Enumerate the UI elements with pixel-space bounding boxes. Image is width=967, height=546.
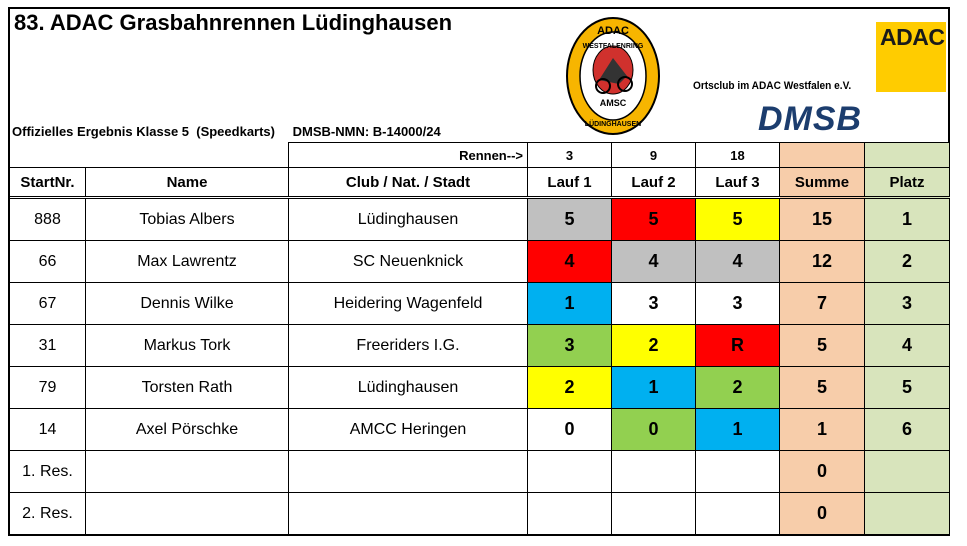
platz-cell — [865, 493, 950, 535]
table-row — [10, 325, 950, 367]
name-cell — [86, 451, 289, 493]
name-cell: Max Lawrentz — [86, 241, 289, 283]
startnr-cell: 888 — [10, 198, 86, 241]
column-header: Name — [86, 168, 289, 198]
class-label: Offizielles Ergebnis Klasse 5 (Speedkarts) — [12, 124, 275, 139]
startnr-cell: 14 — [10, 409, 86, 451]
results-subtitle — [12, 124, 441, 139]
lauf-1-cell: 3 — [528, 325, 612, 367]
lauf-3-cell: 4 — [696, 241, 780, 283]
lauf-2-cell: 1 — [612, 367, 696, 409]
summe-header-spacer — [780, 143, 865, 168]
startnr-cell: 2. Res. — [10, 493, 86, 535]
platz-cell: 4 — [865, 325, 950, 367]
lauf-3-cell: 1 — [696, 409, 780, 451]
amsc-logo-ring-text: WESTFALENRING — [582, 43, 644, 50]
table-row — [10, 283, 950, 325]
column-header: Club / Nat. / Stadt — [289, 168, 528, 198]
lauf-3-cell: 5 — [696, 198, 780, 241]
summe-cell: 12 — [780, 241, 865, 283]
lauf-3-cell — [696, 493, 780, 535]
rennen-number: 3 — [528, 143, 612, 168]
summe-cell: 5 — [780, 325, 865, 367]
startnr-cell: 79 — [10, 367, 86, 409]
lauf-3-cell: R — [696, 325, 780, 367]
lauf-2-cell: 2 — [612, 325, 696, 367]
name-cell: Markus Tork — [86, 325, 289, 367]
adac-logo-icon — [876, 22, 946, 92]
summe-cell: 15 — [780, 198, 865, 241]
startnr-cell: 31 — [10, 325, 86, 367]
summe-cell: 7 — [780, 283, 865, 325]
page-title: 83. ADAC Grasbahnrennen Lüdinghausen — [14, 10, 453, 35]
startnr-cell: 67 — [10, 283, 86, 325]
column-header: Lauf 2 — [612, 168, 696, 198]
lauf-1-cell: 1 — [528, 283, 612, 325]
platz-cell — [865, 451, 950, 493]
club-cell: SC Neuenknick — [289, 241, 528, 283]
amsc-logo-top-text: ADAC — [597, 25, 629, 37]
club-cell — [289, 493, 528, 535]
platz-cell: 1 — [865, 198, 950, 241]
platz-cell: 5 — [865, 367, 950, 409]
club-cell: Lüdinghausen — [289, 198, 528, 241]
rennen-number: 18 — [696, 143, 780, 168]
dmsb-logo-icon: DMSB — [758, 100, 863, 138]
column-header: StartNr. — [10, 168, 86, 198]
name-cell — [86, 493, 289, 535]
lauf-3-cell — [696, 451, 780, 493]
startnr-cell: 66 — [10, 241, 86, 283]
lauf-1-cell: 2 — [528, 367, 612, 409]
rennen-row — [10, 143, 950, 168]
blank-cell — [86, 143, 289, 168]
lauf-2-cell — [612, 451, 696, 493]
table-row — [10, 409, 950, 451]
amsc-logo-bottom-text: LÜDINGHAUSEN — [584, 121, 642, 128]
platz-cell: 3 — [865, 283, 950, 325]
rennen-number: 9 — [612, 143, 696, 168]
table-row — [10, 241, 950, 283]
lauf-3-cell: 3 — [696, 283, 780, 325]
results-table — [9, 142, 950, 535]
column-header: Platz — [865, 168, 950, 198]
club-cell — [289, 451, 528, 493]
club-cell: Heidering Wagenfeld — [289, 283, 528, 325]
club-cell: Lüdinghausen — [289, 367, 528, 409]
table-row — [10, 493, 950, 535]
startnr-cell: 1. Res. — [10, 451, 86, 493]
club-cell: Freeriders I.G. — [289, 325, 528, 367]
lauf-3-cell: 2 — [696, 367, 780, 409]
summe-cell: 5 — [780, 367, 865, 409]
dmsb-nmn-label: DMSB-NMN: B-14000/24 — [292, 124, 441, 139]
ortsclub-label: Ortsclub im ADAC Westfalen e.V. — [693, 80, 852, 92]
table-row — [10, 198, 950, 241]
table-row — [10, 451, 950, 493]
name-cell: Tobias Albers — [86, 198, 289, 241]
name-cell: Torsten Rath — [86, 367, 289, 409]
amsc-logo-icon — [563, 10, 663, 138]
name-cell: Axel Pörschke — [86, 409, 289, 451]
amsc-logo-center-text: AMSC — [599, 98, 627, 108]
table-row — [10, 367, 950, 409]
club-cell: AMCC Heringen — [289, 409, 528, 451]
lauf-1-cell: 0 — [528, 409, 612, 451]
column-header-row — [10, 168, 950, 198]
summe-cell: 0 — [780, 451, 865, 493]
platz-cell: 6 — [865, 409, 950, 451]
adac-logo-text: ADAC — [880, 24, 945, 50]
lauf-1-cell — [528, 493, 612, 535]
column-header: Lauf 1 — [528, 168, 612, 198]
name-cell: Dennis Wilke — [86, 283, 289, 325]
column-header: Summe — [780, 168, 865, 198]
lauf-1-cell: 4 — [528, 241, 612, 283]
column-header: Lauf 3 — [696, 168, 780, 198]
lauf-2-cell: 3 — [612, 283, 696, 325]
lauf-2-cell: 4 — [612, 241, 696, 283]
lauf-1-cell: 5 — [528, 198, 612, 241]
rennen-label: Rennen--> — [289, 143, 528, 168]
summe-cell: 1 — [780, 409, 865, 451]
lauf-2-cell: 5 — [612, 198, 696, 241]
lauf-2-cell: 0 — [612, 409, 696, 451]
lauf-2-cell — [612, 493, 696, 535]
blank-cell — [10, 143, 86, 168]
platz-cell: 2 — [865, 241, 950, 283]
summe-cell: 0 — [780, 493, 865, 535]
lauf-1-cell — [528, 451, 612, 493]
platz-header-spacer — [865, 143, 950, 168]
